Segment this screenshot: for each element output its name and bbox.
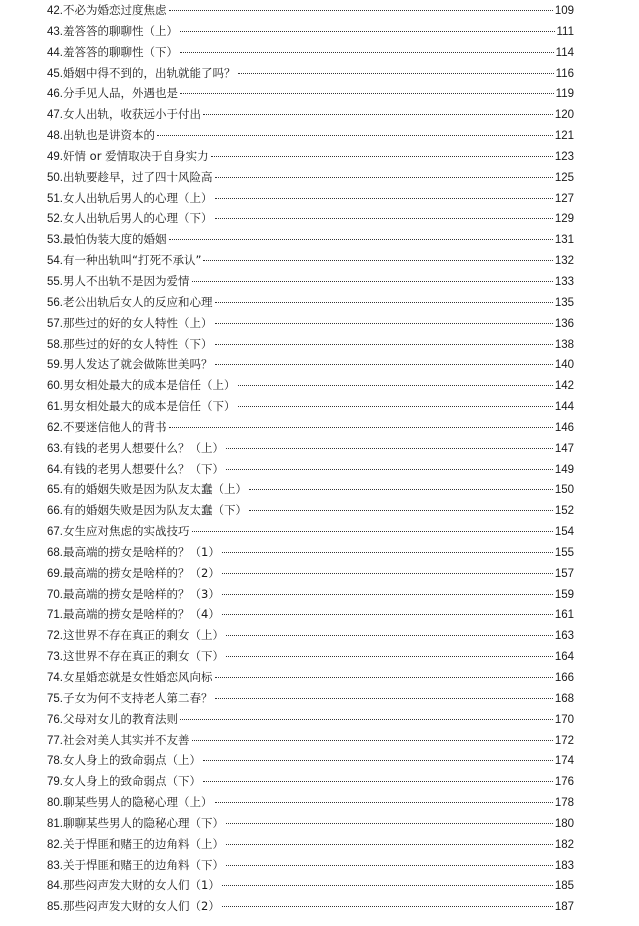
toc-entry-title-group: [47, 208, 213, 230]
toc-entry-page-number: 140: [554, 359, 574, 372]
toc-entry-page-number: 172: [554, 734, 574, 747]
toc-entry-title: 女生应对焦虑的实战技巧: [63, 524, 190, 539]
toc-dot-leader: [169, 10, 553, 11]
toc-entry[interactable]: [47, 604, 574, 625]
toc-entry-page-number: 142: [554, 380, 574, 393]
toc-entry-number: 68.: [47, 546, 63, 559]
toc-entry-title-group: [47, 417, 167, 439]
toc-dot-leader: [215, 177, 553, 178]
toc-entry-page-number: 185: [554, 880, 574, 893]
toc-dot-leader: [203, 260, 552, 261]
toc-entry-number: 83.: [47, 859, 63, 872]
toc-dot-leader: [222, 552, 553, 553]
toc-entry-title-group: [47, 334, 213, 356]
toc-entry-page-number: 163: [554, 630, 574, 643]
toc-entry-number: 53.: [47, 234, 63, 247]
toc-entry-page-number: 152: [554, 505, 574, 518]
toc-entry[interactable]: [47, 146, 574, 167]
toc-entry-number: 71.: [47, 609, 63, 622]
toc-entry-page-number: 127: [554, 192, 574, 205]
toc-entry-number: 75.: [47, 692, 63, 705]
toc-dot-leader: [226, 469, 553, 470]
toc-dot-leader: [180, 31, 555, 32]
toc-entry[interactable]: [47, 438, 574, 459]
toc-entry[interactable]: [47, 688, 574, 709]
toc-entry-page-number: 149: [554, 463, 574, 476]
toc-entry-page-number: 132: [554, 255, 574, 268]
toc-entry-title-group: [47, 271, 190, 293]
toc-entry-title-group: [47, 375, 236, 397]
toc-entry[interactable]: [47, 875, 574, 896]
toc-entry-page-number: 168: [554, 692, 574, 705]
toc-entry-page-number: 138: [554, 338, 574, 351]
toc-entry-number: 74.: [47, 672, 63, 684]
toc-entry-title: 女人出轨后男人的心理（下）: [63, 211, 213, 226]
toc-dot-leader: [226, 448, 553, 449]
toc-dot-leader: [215, 323, 553, 324]
toc-dot-leader: [238, 385, 553, 386]
toc-entry-title: 女人出轨后男人的心理（上）: [63, 190, 213, 205]
toc-entry-number: 52.: [47, 213, 63, 226]
toc-dot-leader: [215, 198, 553, 199]
toc-entry-page-number: 176: [554, 776, 574, 789]
toc-entry[interactable]: [47, 417, 574, 438]
toc-dot-leader: [169, 427, 553, 428]
toc-dot-leader: [192, 281, 553, 282]
toc-dot-leader: [226, 865, 553, 866]
toc-entry-number: 56.: [47, 296, 63, 309]
toc-entry-title-group: [47, 42, 178, 64]
toc-entry-number: 61.: [47, 401, 63, 414]
toc-entry[interactable]: [47, 375, 574, 396]
toc-entry[interactable]: [47, 646, 574, 667]
toc-dot-leader: [222, 594, 553, 595]
toc-entry[interactable]: [47, 63, 574, 84]
toc-entry-title: 子女为何不支持老人第二春？: [63, 690, 213, 705]
toc-dot-leader: [226, 635, 553, 636]
toc-entry-number: 58.: [47, 338, 63, 351]
toc-entry-number: 70.: [47, 588, 63, 601]
toc-entry-title-group: [47, 730, 190, 752]
toc-entry-number: 51.: [47, 192, 63, 205]
toc-entry-page-number: 150: [554, 484, 574, 497]
toc-entry-title-group: [47, 584, 220, 606]
toc-entry-title: 女人身上的致命弱点（上）: [63, 753, 201, 768]
toc-dot-leader: [249, 510, 553, 511]
toc-entry-number: 77.: [47, 734, 63, 747]
toc-entry-page-number: 114: [555, 46, 574, 59]
toc-entry-page-number: 119: [555, 88, 574, 101]
toc-dot-leader: [215, 802, 553, 803]
toc-entry-title: 老公出轨后女人的反应和心理: [63, 294, 213, 309]
toc-entry-number: 66.: [47, 505, 63, 518]
toc-entry-number: 84.: [47, 880, 63, 893]
toc-dot-leader: [222, 885, 553, 886]
toc-entry-title: 父母对女儿的教育法则: [63, 711, 178, 726]
toc-entry-title-group: [47, 125, 155, 147]
toc-entry-title: 这世界不存在真正的剩女（下）: [63, 649, 224, 664]
toc-dot-leader: [192, 740, 553, 741]
toc-entry-title: 那些闷声发大财的女人们（2）: [63, 899, 220, 914]
toc-entry-number: 64.: [47, 463, 63, 476]
toc-entry-number: 65.: [47, 484, 63, 497]
toc-entry-title: 羞答答的聊聊性（上）: [63, 23, 178, 38]
toc-entry[interactable]: [47, 42, 574, 63]
toc-entry[interactable]: [47, 0, 574, 21]
toc-entry[interactable]: [47, 354, 574, 375]
toc-entry-title: 社会对美人其实并不友善: [63, 732, 190, 747]
toc-entry-title-group: [47, 688, 213, 710]
toc-entry-number: 48.: [47, 130, 63, 143]
toc-entry-number: 82.: [47, 838, 63, 851]
toc-entry-title-group: [47, 146, 209, 168]
toc-entry-number: 55.: [47, 275, 63, 288]
toc-entry-page-number: 170: [554, 713, 574, 726]
toc-entry-title-group: [47, 354, 213, 376]
toc-entry-title-group: [47, 479, 247, 501]
toc-entry[interactable]: [47, 771, 574, 792]
toc-dot-leader: [238, 406, 553, 407]
toc-entry-title-group: [47, 834, 224, 856]
toc-entry[interactable]: [47, 730, 574, 751]
toc-entry[interactable]: [47, 521, 574, 542]
toc-entry-number: 76.: [47, 713, 63, 726]
toc-entry[interactable]: [47, 500, 574, 521]
toc-entry-title: 最怕伪装大度的婚姻: [63, 232, 167, 247]
toc-entry[interactable]: [47, 334, 574, 355]
toc-entry-page-number: 174: [554, 755, 574, 768]
toc-entry-number: 63.: [47, 442, 63, 455]
toc-entry-number: 72.: [47, 630, 63, 643]
toc-entry[interactable]: [47, 813, 574, 834]
toc-entry-title: 最高端的捞女是啥样的？（4）: [63, 607, 220, 622]
toc-entry-title: 羞答答的聊聊性（下）: [63, 44, 178, 59]
toc-entry-number: 47.: [47, 109, 63, 122]
toc-entry-title-group: [47, 313, 213, 335]
toc-entry-title: 那些闷声发大财的女人们（1）: [63, 878, 220, 893]
table-of-contents: [47, 0, 574, 917]
toc-entry[interactable]: [47, 584, 574, 605]
toc-entry-page-number: 157: [554, 567, 574, 580]
toc-dot-leader: [192, 531, 553, 532]
toc-dot-leader: [215, 364, 553, 365]
toc-entry-title-group: [47, 459, 224, 481]
toc-entry-title: 不要迷信他人的背书: [63, 419, 167, 434]
toc-entry-page-number: 166: [554, 672, 574, 684]
toc-entry-title: 最高端的捞女是啥样的？（3）: [63, 586, 220, 601]
toc-dot-leader: [215, 677, 553, 678]
toc-entry-number: 42.: [47, 5, 63, 17]
toc-entry[interactable]: [47, 167, 574, 188]
toc-entry-title-group: [47, 625, 224, 647]
toc-entry-page-number: 120: [554, 109, 574, 122]
toc-entry-page-number: 136: [554, 317, 574, 330]
toc-entry-title-group: [47, 855, 224, 877]
toc-entry-number: 46.: [47, 88, 63, 101]
toc-dot-leader: [215, 302, 553, 303]
toc-entry-title-group: [47, 438, 224, 460]
toc-entry-page-number: 131: [554, 234, 574, 247]
toc-entry-title: 那些过的好的女人特性（下）: [63, 336, 213, 351]
toc-entry-number: 54.: [47, 255, 63, 268]
toc-dot-leader: [157, 135, 553, 136]
toc-dot-leader: [180, 719, 553, 720]
toc-entry-title-group: [47, 21, 178, 43]
toc-entry-title: 不必为婚恋过度焦虑: [63, 3, 167, 17]
toc-dot-leader: [180, 52, 554, 53]
toc-entry-number: 59.: [47, 359, 63, 372]
toc-entry-title: 女星婚恋就是女性婚恋风向标: [63, 670, 213, 684]
toc-dot-leader: [249, 489, 553, 490]
toc-dot-leader: [222, 906, 553, 907]
toc-entry-page-number: 187: [554, 901, 574, 914]
toc-entry-title: 有钱的老男人想要什么？（上）: [63, 440, 224, 455]
toc-entry-page-number: 161: [554, 609, 574, 622]
toc-entry-number: 79.: [47, 776, 63, 789]
toc-entry-title: 男人不出轨不是因为爱情: [63, 273, 190, 288]
toc-entry[interactable]: [47, 542, 574, 563]
toc-entry-title: 有钱的老男人想要什么？（下）: [63, 461, 224, 476]
toc-dot-leader: [226, 823, 553, 824]
toc-entry-page-number: 135: [554, 296, 574, 309]
toc-entry[interactable]: [47, 292, 574, 313]
toc-entry-title-group: [47, 604, 220, 626]
toc-entry-title: 最高端的捞女是啥样的？（1）: [63, 544, 220, 559]
toc-entry-page-number: 109: [554, 5, 574, 17]
toc-entry-title-group: [47, 709, 178, 731]
toc-entry-page-number: 159: [554, 588, 574, 601]
toc-entry-title-group: [47, 875, 220, 897]
toc-dot-leader: [215, 698, 553, 699]
toc-entry-title: 男女相处最大的成本是信任（下）: [63, 399, 236, 414]
toc-entry[interactable]: [47, 83, 574, 104]
toc-entry-number: 62.: [47, 421, 63, 434]
toc-dot-leader: [226, 844, 553, 845]
toc-dot-leader: [211, 156, 553, 157]
toc-entry[interactable]: [47, 750, 574, 771]
toc-dot-leader: [203, 760, 553, 761]
toc-entry-page-number: 147: [554, 442, 574, 455]
toc-entry[interactable]: [47, 313, 574, 334]
toc-entry-title-group: [47, 542, 220, 564]
toc-entry-title: 男人发达了就会做陈世美吗？: [63, 357, 213, 372]
toc-entry-title: 最高端的捞女是啥样的？（2）: [63, 565, 220, 580]
toc-entry-title: 聊某些男人的隐秘心理（上）: [63, 795, 213, 810]
toc-entry-title: 关于悍匪和赌王的边角料（下）: [63, 857, 224, 872]
toc-entry-page-number: 123: [554, 150, 574, 163]
toc-dot-leader: [215, 344, 553, 345]
toc-entry-title: 有的婚姻失败是因为队友太蠢（下）: [63, 503, 247, 518]
toc-entry[interactable]: [47, 479, 574, 500]
toc-entry-page-number: 183: [554, 859, 574, 872]
toc-entry-title: 奸情 or 爱情取决于自身实力: [63, 148, 209, 163]
toc-entry-number: 80.: [47, 797, 63, 810]
toc-entry[interactable]: [47, 855, 574, 876]
toc-dot-leader: [226, 656, 553, 657]
toc-entry-title: 男女相处最大的成本是信任（上）: [63, 378, 236, 393]
toc-entry-page-number: 133: [554, 275, 574, 288]
toc-entry-number: 44.: [47, 46, 63, 59]
toc-entry-number: 49.: [47, 150, 63, 163]
toc-entry-number: 69.: [47, 567, 63, 580]
toc-entry-title-group: [47, 896, 220, 918]
toc-entry[interactable]: [47, 709, 574, 730]
toc-entry-title-group: [47, 104, 201, 126]
toc-entry-title-group: [47, 771, 201, 793]
toc-entry-title: 女人出轨，收获远小于付出: [63, 107, 201, 122]
toc-entry-number: 57.: [47, 317, 63, 330]
toc-entry-page-number: 155: [554, 546, 574, 559]
toc-entry-title: 这世界不存在真正的剩女（上）: [63, 628, 224, 643]
toc-entry[interactable]: [47, 563, 574, 584]
toc-entry-title: 出轨要趁早，过了四十风险高: [63, 169, 213, 184]
toc-dot-leader: [222, 573, 553, 574]
toc-entry-title-group: [47, 0, 167, 22]
toc-entry-title-group: [47, 250, 201, 272]
toc-entry[interactable]: [47, 271, 574, 292]
toc-entry-page-number: 178: [554, 797, 574, 810]
toc-entry[interactable]: [47, 834, 574, 855]
toc-entry-number: 81.: [47, 817, 63, 830]
toc-entry-title-group: [47, 813, 224, 835]
toc-entry[interactable]: [47, 229, 574, 250]
toc-entry-title-group: [47, 667, 213, 689]
toc-entry-number: 67.: [47, 526, 63, 539]
toc-entry-number: 85.: [47, 901, 63, 914]
toc-entry[interactable]: [47, 625, 574, 646]
toc-entry-title-group: [47, 500, 247, 522]
toc-entry-title: 女人身上的致命弱点（下）: [63, 774, 201, 789]
toc-entry-title: 关于悍匪和赌王的边角料（上）: [63, 836, 224, 851]
toc-entry-number: 50.: [47, 171, 63, 184]
toc-entry-page-number: 180: [554, 817, 574, 830]
toc-entry-title-group: [47, 188, 213, 210]
toc-entry-page-number: 116: [555, 67, 574, 80]
toc-entry[interactable]: [47, 104, 574, 125]
toc-entry-page-number: 125: [554, 171, 574, 184]
toc-entry-title: 那些过的好的女人特性（上）: [63, 315, 213, 330]
toc-entry[interactable]: [47, 125, 574, 146]
toc-entry-title-group: [47, 563, 220, 585]
toc-entry-number: 45.: [47, 67, 63, 80]
toc-entry-title-group: [47, 750, 201, 772]
toc-entry-page-number: 144: [554, 401, 574, 414]
toc-entry[interactable]: [47, 667, 574, 688]
toc-entry-title: 有一种出轨叫“打死不承认”: [63, 253, 202, 268]
toc-dot-leader: [215, 218, 553, 219]
toc-entry-page-number: 121: [554, 130, 574, 143]
toc-entry-title: 聊聊某些男人的隐秘心理（下）: [63, 815, 224, 830]
toc-entry-number: 43.: [47, 25, 63, 38]
toc-dot-leader: [180, 93, 554, 94]
toc-entry-title-group: [47, 83, 178, 105]
toc-entry-title-group: [47, 646, 224, 668]
toc-entry-title-group: [47, 167, 213, 189]
toc-entry-title-group: [47, 63, 236, 85]
toc-entry[interactable]: [47, 21, 574, 42]
toc-entry[interactable]: [47, 208, 574, 229]
toc-entry-page-number: 129: [554, 213, 574, 226]
toc-entry-title-group: [47, 521, 190, 543]
toc-entry-title: 有的婚姻失败是因为队友太蠢（上）: [63, 482, 247, 497]
toc-entry[interactable]: [47, 396, 574, 417]
toc-entry[interactable]: [47, 250, 574, 271]
toc-entry[interactable]: [47, 896, 574, 917]
toc-dot-leader: [238, 73, 554, 74]
toc-entry-page-number: 146: [554, 421, 574, 434]
toc-entry-number: 60.: [47, 380, 63, 393]
toc-entry-title-group: [47, 396, 236, 418]
toc-dot-leader: [203, 781, 553, 782]
toc-dot-leader: [169, 239, 553, 240]
toc-entry-page-number: 154: [554, 526, 574, 539]
toc-entry[interactable]: [47, 459, 574, 480]
toc-entry[interactable]: [47, 188, 574, 209]
toc-entry-page-number: 111: [556, 25, 574, 38]
toc-entry-page-number: 182: [554, 838, 574, 851]
toc-entry-title-group: [47, 292, 213, 314]
toc-entry[interactable]: [47, 792, 574, 813]
toc-entry-title: 婚姻中得不到的，出轨就能了吗？: [63, 65, 236, 80]
toc-entry-title-group: [47, 792, 213, 814]
toc-dot-leader: [203, 114, 553, 115]
toc-entry-number: 73.: [47, 651, 63, 664]
toc-entry-title: 出轨也是讲资本的: [63, 128, 155, 143]
toc-entry-number: 78.: [47, 755, 63, 768]
toc-entry-title: 分手见人品，外遇也是: [63, 86, 178, 101]
toc-entry-title-group: [47, 229, 167, 251]
toc-entry-page-number: 164: [554, 651, 574, 664]
toc-dot-leader: [222, 614, 553, 615]
